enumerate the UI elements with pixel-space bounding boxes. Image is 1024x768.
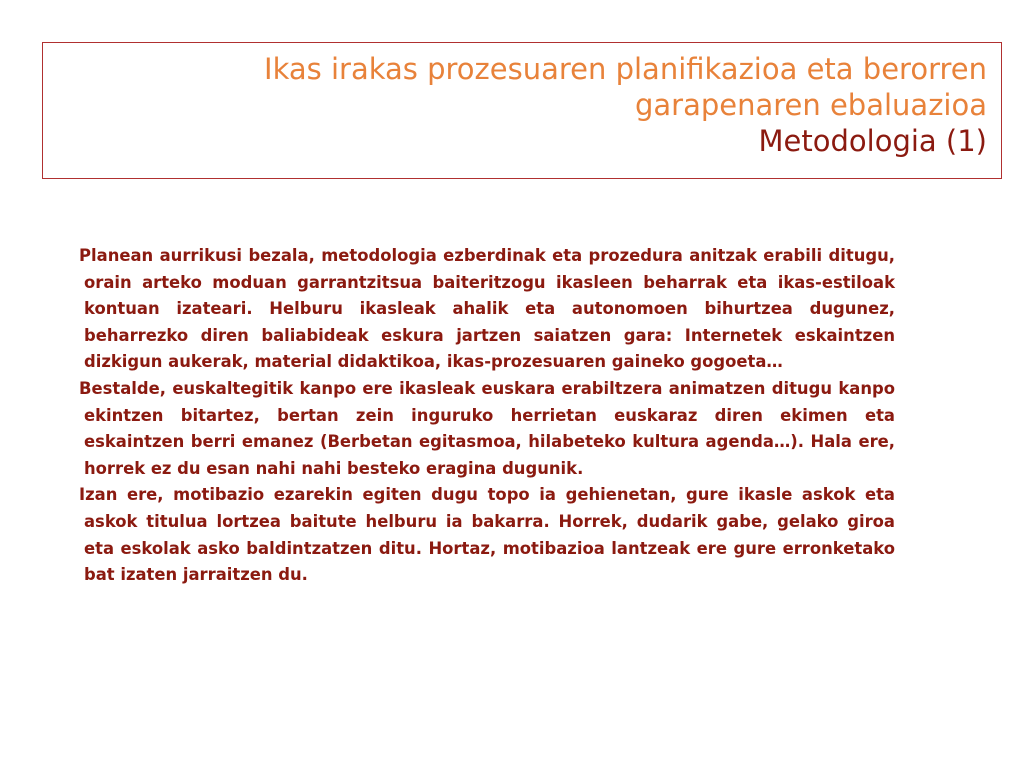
slide-body [79,243,895,589]
paragraph-2: Bestalde, euskaltegitik kanpo ere ikasleak euskara erabiltzera animatzen ditugu kanpo ekintzen bitartez, bertan zein inguruko herrietan euskaraz diren ekimen eta eskaintzen berri emanez (Berbetan egitasmoa, hilabeteko kultura agenda…). Hala ere, horrek ez du esan nahi nahi besteko eragina dugunik. [79,378,895,478]
paragraph-1: Planean aurrikusi bezala, metodologia ezberdinak eta prozedura anitzak erabili ditugu, orain arteko moduan garrantzitsua baiteritzogu ikasleen beharrak eta ikas-estiloak kontuan izateari. Helburu ikasleak ahalik eta autonomoen bihurtzea dugunez, beharrezko diren baliabideak eskura jartzen saiatzen gara: Internetek eskaintzen dizkigun aukerak, material didaktikoa, ikas-prozesuaren gaineko gogoeta… [79,246,895,372]
slide-title-line-1: Ikas irakas prozesuaren planifikazioa eta berorren [264,52,987,86]
paragraph-3: Izan ere, motibazio ezarekin egiten dugu topo ia gehienetan, gure ikasle askok eta askok titulua lortzea baitute helburu ia bakarra. Horrek, dudarik gabe, gelako giroa eta eskolak asko baldintzatzen ditu. Hortaz, motibazioa lantzeak ere gure erronketako bat izaten jarraitzen du. [79,485,895,585]
title-box [42,42,1002,179]
slide-subtitle: Metodologia (1) [758,124,987,158]
slide-title-line-2: garapenaren ebaluazioa [634,88,987,122]
